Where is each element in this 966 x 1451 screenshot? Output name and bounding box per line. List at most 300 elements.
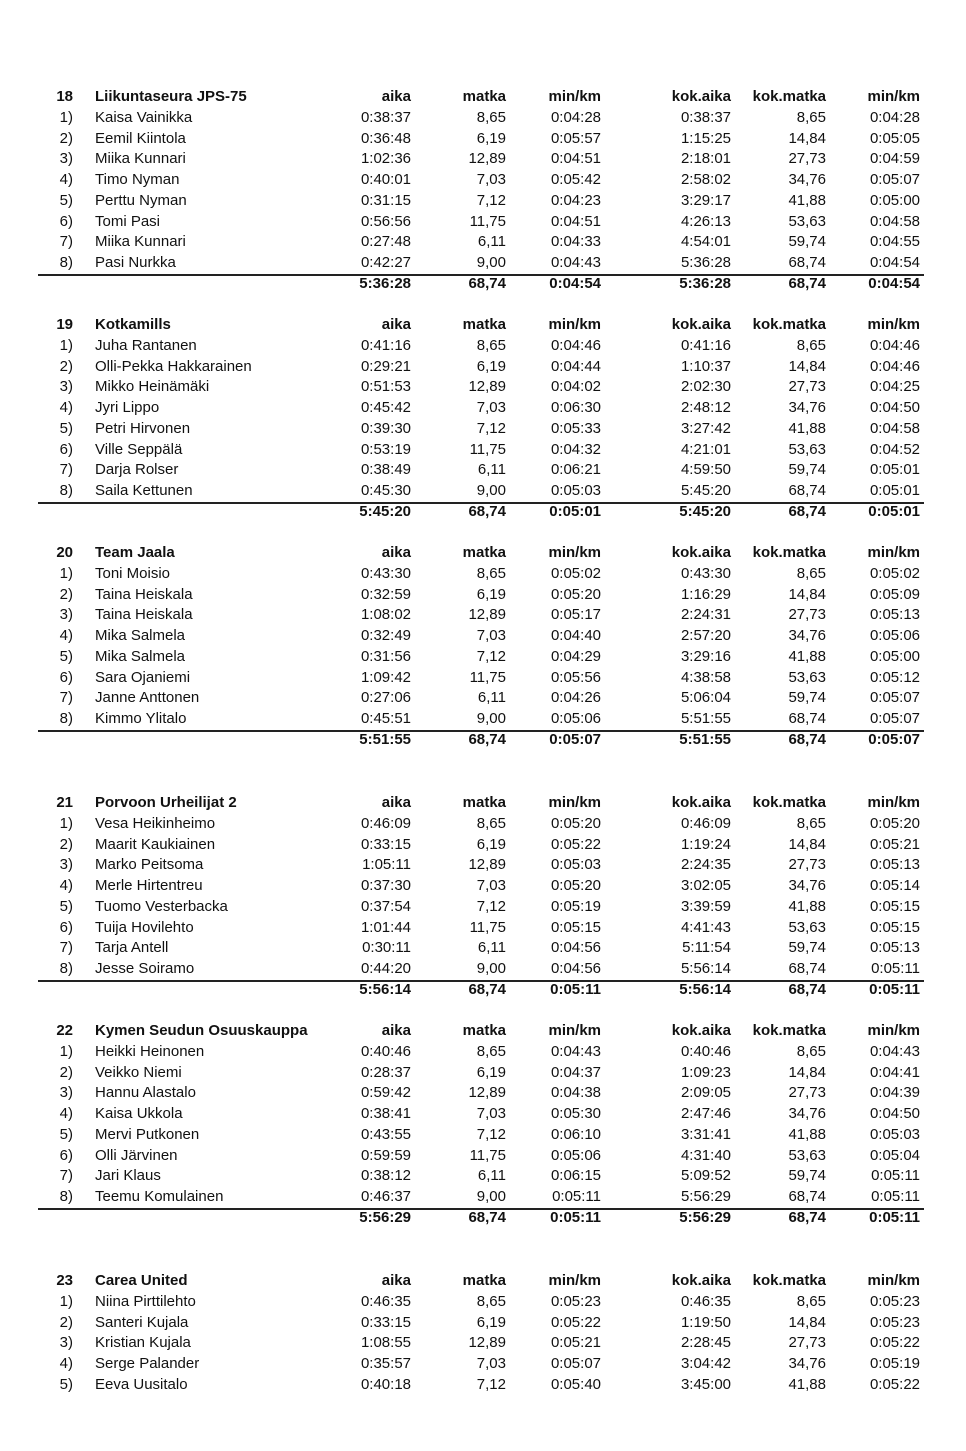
cumulative-pace: 0:05:11 <box>871 960 920 977</box>
team-name: Liikuntaseura JPS-75 <box>95 88 247 105</box>
cumulative-distance: 68,74 <box>788 1188 826 1205</box>
column-header-cumulative-pace: min/km <box>867 544 920 561</box>
runner-name: Mika Salmela <box>95 627 186 644</box>
leg-row <box>0 398 966 419</box>
cumulative-pace: 0:05:01 <box>869 461 920 479</box>
team-total-row <box>0 980 966 1001</box>
cumulative-time: 2:09:05 <box>680 1084 731 1102</box>
cumulative-pace: 0:04:50 <box>869 1105 920 1122</box>
leg-row <box>0 1354 966 1375</box>
column-header-leg-distance: matka <box>462 1272 506 1289</box>
leg-number: 1) <box>59 336 73 354</box>
column-header-cumulative-time: kok.aika <box>671 1272 731 1289</box>
cumulative-time: 2:48:12 <box>680 399 731 416</box>
column-header-leg-distance: matka <box>462 1022 506 1039</box>
leg-time: 0:30:11 <box>362 939 411 957</box>
cumulative-distance: 59,74 <box>788 461 826 479</box>
cumulative-distance: 14,84 <box>788 129 826 147</box>
leg-number: 7) <box>59 461 73 479</box>
leg-pace: 0:04:23 <box>550 191 601 209</box>
leg-row <box>0 377 966 398</box>
leg-number: 6) <box>59 1146 73 1164</box>
leg-row <box>0 1292 966 1313</box>
column-header-cumulative-distance: kok.matka <box>752 1022 826 1039</box>
leg-number: 2) <box>59 835 73 853</box>
team-number: 20 <box>56 544 73 561</box>
team-number: 21 <box>56 794 73 811</box>
leg-row <box>0 212 966 233</box>
cumulative-distance: 34,76 <box>788 171 826 188</box>
runner-name: Taina Heiskala <box>95 585 193 603</box>
leg-time: 0:46:09 <box>360 814 411 832</box>
runner-name: Mervi Putkonen <box>95 1125 200 1143</box>
leg-time: 0:37:30 <box>360 877 411 894</box>
leg-distance: 9,00 <box>476 482 506 499</box>
team-number: 22 <box>56 1022 73 1039</box>
leg-pace: 0:05:06 <box>550 710 601 727</box>
team-block <box>0 315 966 523</box>
leg-number: 8) <box>59 1188 73 1205</box>
leg-row <box>0 1166 966 1187</box>
leg-number: 5) <box>59 897 73 915</box>
leg-number: 6) <box>59 440 73 458</box>
runner-name: Veikko Niemi <box>95 1063 182 1081</box>
leg-distance: 12,89 <box>468 150 506 168</box>
leg-pace: 0:05:11 <box>552 1188 601 1205</box>
leg-distance: 11,75 <box>469 212 506 230</box>
cumulative-time: 5:06:04 <box>680 689 731 707</box>
cumulative-time: 5:56:29 <box>680 1188 731 1205</box>
leg-time: 0:45:51 <box>360 710 411 727</box>
leg-pace: 0:05:22 <box>550 1313 601 1331</box>
cumulative-pace: 0:05:01 <box>869 482 920 499</box>
total-cumulative-distance: 68,74 <box>788 502 826 520</box>
runner-name: Niina Pirttilehto <box>95 1292 196 1310</box>
cumulative-distance: 41,88 <box>788 419 826 437</box>
team-block <box>0 1271 966 1396</box>
runner-name: Jesse Soiramo <box>95 960 195 977</box>
total-leg-time: 5:56:14 <box>359 980 411 998</box>
column-header-cumulative-pace: min/km <box>867 794 920 811</box>
leg-time: 0:27:48 <box>360 233 411 251</box>
leg-number: 6) <box>59 212 73 230</box>
leg-time: 1:08:02 <box>360 606 411 624</box>
leg-pace: 0:05:40 <box>550 1375 601 1393</box>
total-cumulative-time: 5:56:29 <box>679 1208 731 1226</box>
total-leg-distance: 68,74 <box>468 730 506 748</box>
cumulative-pace: 0:05:12 <box>869 668 920 686</box>
leg-row <box>0 876 966 897</box>
team-block <box>0 1021 966 1229</box>
leg-time: 0:40:46 <box>360 1042 411 1060</box>
leg-distance: 6,19 <box>476 1063 506 1081</box>
runner-name: Santeri Kujala <box>95 1313 189 1331</box>
leg-distance: 12,89 <box>468 378 506 396</box>
cumulative-time: 3:02:05 <box>680 877 731 894</box>
cumulative-pace: 0:05:15 <box>869 897 920 915</box>
leg-pace: 0:05:22 <box>550 835 601 853</box>
cumulative-time: 4:41:43 <box>680 918 731 936</box>
cumulative-time: 2:57:20 <box>680 627 731 644</box>
leg-row <box>0 668 966 689</box>
leg-pace: 0:04:40 <box>550 627 601 644</box>
leg-number: 5) <box>59 647 73 665</box>
total-leg-distance: 68,74 <box>468 1208 506 1226</box>
total-leg-time: 5:51:55 <box>359 730 411 748</box>
total-cumulative-distance: 68,74 <box>788 730 826 748</box>
cumulative-pace: 0:05:20 <box>869 814 920 832</box>
cumulative-distance: 68,74 <box>788 254 826 271</box>
runner-name: Kimmo Ylitalo <box>95 710 187 727</box>
leg-distance: 6,19 <box>476 585 506 603</box>
leg-row <box>0 419 966 440</box>
leg-pace: 0:04:32 <box>550 440 601 458</box>
leg-time: 0:42:27 <box>360 254 411 271</box>
column-header-leg-pace: min/km <box>548 1022 601 1039</box>
leg-pace: 0:05:07 <box>550 1355 601 1372</box>
cumulative-pace: 0:05:22 <box>869 1334 920 1352</box>
team-header-row <box>0 793 966 814</box>
cumulative-distance: 8,65 <box>796 336 826 354</box>
cumulative-pace: 0:05:15 <box>869 918 920 936</box>
leg-distance: 7,03 <box>476 877 506 894</box>
total-leg-distance: 68,74 <box>468 502 506 520</box>
leg-row <box>0 1104 966 1125</box>
total-cumulative-distance: 68,74 <box>788 1208 826 1226</box>
cumulative-time: 4:31:40 <box>680 1146 731 1164</box>
team-header-row <box>0 543 966 564</box>
leg-number: 2) <box>59 129 73 147</box>
cumulative-time: 5:11:54 <box>682 939 731 957</box>
cumulative-distance: 41,88 <box>788 191 826 209</box>
team-block <box>0 87 966 295</box>
cumulative-distance: 53,63 <box>788 440 826 458</box>
cumulative-distance: 27,73 <box>788 150 826 168</box>
column-header-cumulative-pace: min/km <box>867 1272 920 1289</box>
column-header-leg-time: aika <box>381 544 411 561</box>
cumulative-distance: 53,63 <box>788 918 826 936</box>
leg-distance: 7,12 <box>476 191 506 209</box>
column-header-leg-time: aika <box>381 1022 411 1039</box>
leg-time: 0:31:56 <box>360 647 411 665</box>
cumulative-pace: 0:05:09 <box>869 585 920 603</box>
leg-pace: 0:05:15 <box>550 918 601 936</box>
leg-number: 1) <box>59 1042 73 1060</box>
leg-pace: 0:04:46 <box>550 336 601 354</box>
runner-name: Kaisa Vainikka <box>95 108 193 126</box>
leg-time: 0:37:54 <box>360 897 411 915</box>
cumulative-time: 3:31:41 <box>680 1125 731 1143</box>
column-header-cumulative-distance: kok.matka <box>752 88 826 105</box>
leg-distance: 12,89 <box>468 856 506 874</box>
team-name: Kotkamills <box>95 316 171 333</box>
runner-name: Vesa Heikinheimo <box>95 814 216 832</box>
leg-time: 0:43:55 <box>360 1125 411 1143</box>
cumulative-time: 1:15:25 <box>680 129 731 147</box>
cumulative-distance: 14,84 <box>788 357 826 375</box>
cumulative-distance: 14,84 <box>788 1063 826 1081</box>
leg-number: 4) <box>59 877 73 894</box>
column-header-leg-time: aika <box>381 794 411 811</box>
cumulative-time: 2:28:45 <box>680 1334 731 1352</box>
cumulative-time: 4:54:01 <box>680 233 731 251</box>
column-header-cumulative-time: kok.aika <box>671 316 731 333</box>
leg-distance: 11,75 <box>469 918 506 936</box>
cumulative-time: 4:21:01 <box>680 440 731 458</box>
cumulative-distance: 34,76 <box>788 877 826 894</box>
runner-name: Juha Rantanen <box>95 336 197 354</box>
cumulative-pace: 0:05:03 <box>869 1125 920 1143</box>
cumulative-pace: 0:04:41 <box>869 1063 920 1081</box>
leg-distance: 12,89 <box>468 1334 506 1352</box>
runner-name: Sara Ojaniemi <box>95 668 191 686</box>
leg-distance: 12,89 <box>468 606 506 624</box>
leg-row <box>0 1187 966 1208</box>
team-total-row <box>0 1208 966 1229</box>
cumulative-pace: 0:05:11 <box>871 1188 920 1205</box>
cumulative-distance: 68,74 <box>788 710 826 727</box>
cumulative-pace: 0:05:07 <box>869 171 920 188</box>
leg-time: 1:01:44 <box>360 918 411 936</box>
runner-name: Maarit Kaukiainen <box>95 835 216 853</box>
cumulative-pace: 0:04:43 <box>869 1042 920 1060</box>
runner-name: Ville Seppälä <box>95 440 183 458</box>
cumulative-distance: 41,88 <box>788 897 826 915</box>
leg-time: 0:43:30 <box>360 564 411 582</box>
leg-distance: 6,11 <box>477 939 506 957</box>
leg-pace: 0:05:23 <box>550 1292 601 1310</box>
team-header-row <box>0 87 966 108</box>
cumulative-pace: 0:04:55 <box>869 233 920 251</box>
total-leg-pace: 0:05:07 <box>549 730 601 748</box>
leg-number: 8) <box>59 710 73 727</box>
total-cumulative-distance: 68,74 <box>788 980 826 998</box>
leg-time: 0:33:15 <box>360 835 411 853</box>
leg-time: 0:45:30 <box>360 482 411 499</box>
cumulative-pace: 0:05:23 <box>869 1313 920 1331</box>
leg-time: 0:44:20 <box>360 960 411 977</box>
runner-name: Taina Heiskala <box>95 606 193 624</box>
leg-distance: 6,11 <box>477 461 506 479</box>
leg-row <box>0 191 966 212</box>
total-cumulative-pace: 0:05:01 <box>868 502 920 520</box>
leg-time: 1:08:55 <box>360 1334 411 1352</box>
column-header-cumulative-time: kok.aika <box>671 794 731 811</box>
leg-time: 0:36:48 <box>360 129 411 147</box>
leg-distance: 8,65 <box>476 336 506 354</box>
cumulative-distance: 14,84 <box>788 585 826 603</box>
cumulative-time: 1:10:37 <box>680 357 731 375</box>
leg-row <box>0 814 966 835</box>
leg-time: 0:38:49 <box>360 461 411 479</box>
cumulative-distance: 68,74 <box>788 960 826 977</box>
cumulative-pace: 0:05:14 <box>869 877 920 894</box>
cumulative-time: 1:19:50 <box>680 1313 731 1331</box>
cumulative-time: 4:59:50 <box>680 461 731 479</box>
leg-distance: 8,65 <box>476 564 506 582</box>
team-total-row <box>0 502 966 523</box>
leg-pace: 0:04:38 <box>550 1084 601 1102</box>
cumulative-pace: 0:05:21 <box>869 835 920 853</box>
leg-number: 7) <box>59 1167 73 1185</box>
total-leg-distance: 68,74 <box>468 980 506 998</box>
cumulative-time: 5:56:14 <box>680 960 731 977</box>
leg-row <box>0 1333 966 1354</box>
runner-name: Miika Kunnari <box>95 150 186 168</box>
cumulative-time: 1:19:24 <box>680 835 731 853</box>
leg-number: 7) <box>59 689 73 707</box>
leg-pace: 0:06:10 <box>550 1125 601 1143</box>
leg-pace: 0:04:51 <box>550 212 601 230</box>
cumulative-time: 4:26:13 <box>680 212 731 230</box>
leg-number: 5) <box>59 1125 73 1143</box>
runner-name: Eemil Kiintola <box>95 129 186 147</box>
leg-pace: 0:05:19 <box>550 897 601 915</box>
team-number: 19 <box>56 316 73 333</box>
column-header-cumulative-pace: min/km <box>867 88 920 105</box>
leg-time: 0:32:49 <box>360 627 411 644</box>
cumulative-time: 4:38:58 <box>680 668 731 686</box>
leg-time: 0:53:19 <box>360 440 411 458</box>
cumulative-time: 1:09:23 <box>680 1063 731 1081</box>
cumulative-distance: 8,65 <box>796 108 826 126</box>
leg-row <box>0 959 966 980</box>
cumulative-distance: 41,88 <box>788 1125 826 1143</box>
column-header-leg-distance: matka <box>462 544 506 561</box>
leg-pace: 0:05:20 <box>550 814 601 832</box>
leg-number: 4) <box>59 171 73 188</box>
leg-number: 3) <box>59 1334 73 1352</box>
team-name: Porvoon Urheilijat 2 <box>95 794 237 811</box>
column-header-cumulative-time: kok.aika <box>671 88 731 105</box>
cumulative-time: 3:29:16 <box>680 647 731 665</box>
leg-time: 0:59:42 <box>360 1084 411 1102</box>
cumulative-distance: 27,73 <box>788 1334 826 1352</box>
leg-time: 1:09:42 <box>360 668 411 686</box>
runner-name: Merle Hirtentreu <box>95 877 203 894</box>
cumulative-pace: 0:04:59 <box>869 150 920 168</box>
runner-name: Janne Anttonen <box>95 689 200 707</box>
cumulative-distance: 8,65 <box>796 814 826 832</box>
leg-pace: 0:04:44 <box>550 357 601 375</box>
leg-time: 0:32:59 <box>360 585 411 603</box>
leg-row <box>0 918 966 939</box>
cumulative-distance: 59,74 <box>788 689 826 707</box>
leg-pace: 0:05:33 <box>550 419 601 437</box>
leg-row <box>0 232 966 253</box>
leg-number: 8) <box>59 254 73 271</box>
total-leg-time: 5:45:20 <box>359 502 411 520</box>
column-header-leg-distance: matka <box>462 88 506 105</box>
leg-distance: 6,19 <box>476 357 506 375</box>
leg-distance: 7,12 <box>476 419 506 437</box>
leg-pace: 0:04:43 <box>550 1042 601 1060</box>
leg-number: 8) <box>59 482 73 499</box>
leg-distance: 12,89 <box>468 1084 506 1102</box>
leg-distance: 8,65 <box>476 814 506 832</box>
runner-name: Olli Järvinen <box>95 1146 178 1164</box>
runner-name: Tomi Pasi <box>95 212 161 230</box>
leg-number: 4) <box>59 627 73 644</box>
cumulative-pace: 0:05:05 <box>869 129 920 147</box>
cumulative-time: 5:51:55 <box>680 710 731 727</box>
cumulative-distance: 8,65 <box>796 1042 826 1060</box>
leg-distance: 6,19 <box>476 1313 506 1331</box>
cumulative-distance: 59,74 <box>788 233 826 251</box>
leg-distance: 7,12 <box>476 897 506 915</box>
runner-name: Tuija Hovilehto <box>95 918 194 936</box>
leg-row <box>0 440 966 461</box>
leg-distance: 7,12 <box>476 1375 506 1393</box>
leg-row <box>0 108 966 129</box>
leg-row <box>0 129 966 150</box>
leg-distance: 6,11 <box>477 1167 506 1185</box>
total-cumulative-distance: 68,74 <box>788 274 826 292</box>
team-header-row <box>0 1271 966 1292</box>
cumulative-distance: 27,73 <box>788 856 826 874</box>
leg-number: 5) <box>59 1375 73 1393</box>
cumulative-time: 2:24:35 <box>680 856 731 874</box>
leg-number: 2) <box>59 1063 73 1081</box>
column-header-leg-distance: matka <box>462 794 506 811</box>
leg-pace: 0:04:33 <box>550 233 601 251</box>
total-leg-distance: 68,74 <box>468 274 506 292</box>
leg-pace: 0:04:51 <box>550 150 601 168</box>
cumulative-distance: 27,73 <box>788 606 826 624</box>
leg-time: 1:05:11 <box>362 856 411 874</box>
runner-name: Marko Peitsoma <box>95 856 204 874</box>
cumulative-pace: 0:05:06 <box>869 627 920 644</box>
cumulative-pace: 0:05:11 <box>871 1167 920 1185</box>
column-header-cumulative-time: kok.aika <box>671 1022 731 1039</box>
leg-pace: 0:05:02 <box>550 564 601 582</box>
leg-row <box>0 709 966 730</box>
leg-row <box>0 1313 966 1334</box>
total-cumulative-pace: 0:04:54 <box>868 274 920 292</box>
runner-name: Jari Klaus <box>95 1167 161 1185</box>
runner-name: Hannu Alastalo <box>95 1084 196 1102</box>
cumulative-pace: 0:04:50 <box>869 399 920 416</box>
leg-distance: 9,00 <box>476 254 506 271</box>
leg-row <box>0 149 966 170</box>
team-name: Kymen Seudun Osuuskauppa <box>95 1022 308 1039</box>
leg-time: 0:31:15 <box>360 191 411 209</box>
runner-name: Kaisa Ukkola <box>95 1105 183 1122</box>
leg-time: 0:45:42 <box>360 399 411 416</box>
cumulative-pace: 0:05:07 <box>869 689 920 707</box>
cumulative-time: 0:46:35 <box>680 1292 731 1310</box>
leg-distance: 7,12 <box>476 1125 506 1143</box>
leg-distance: 9,00 <box>476 960 506 977</box>
cumulative-pace: 0:05:00 <box>869 191 920 209</box>
leg-row <box>0 336 966 357</box>
leg-row <box>0 170 966 191</box>
leg-row <box>0 1063 966 1084</box>
runner-name: Heikki Heinonen <box>95 1042 205 1060</box>
leg-pace: 0:05:57 <box>550 129 601 147</box>
leg-row <box>0 835 966 856</box>
leg-number: 2) <box>59 585 73 603</box>
runner-name: Mikko Heinämäki <box>95 378 210 396</box>
leg-row <box>0 647 966 668</box>
cumulative-distance: 34,76 <box>788 399 826 416</box>
runner-name: Serge Palander <box>95 1355 200 1372</box>
cumulative-pace: 0:04:52 <box>869 440 920 458</box>
runner-name: Miika Kunnari <box>95 233 186 251</box>
cumulative-time: 2:18:01 <box>680 150 731 168</box>
leg-number: 6) <box>59 918 73 936</box>
cumulative-pace: 0:05:04 <box>869 1146 920 1164</box>
